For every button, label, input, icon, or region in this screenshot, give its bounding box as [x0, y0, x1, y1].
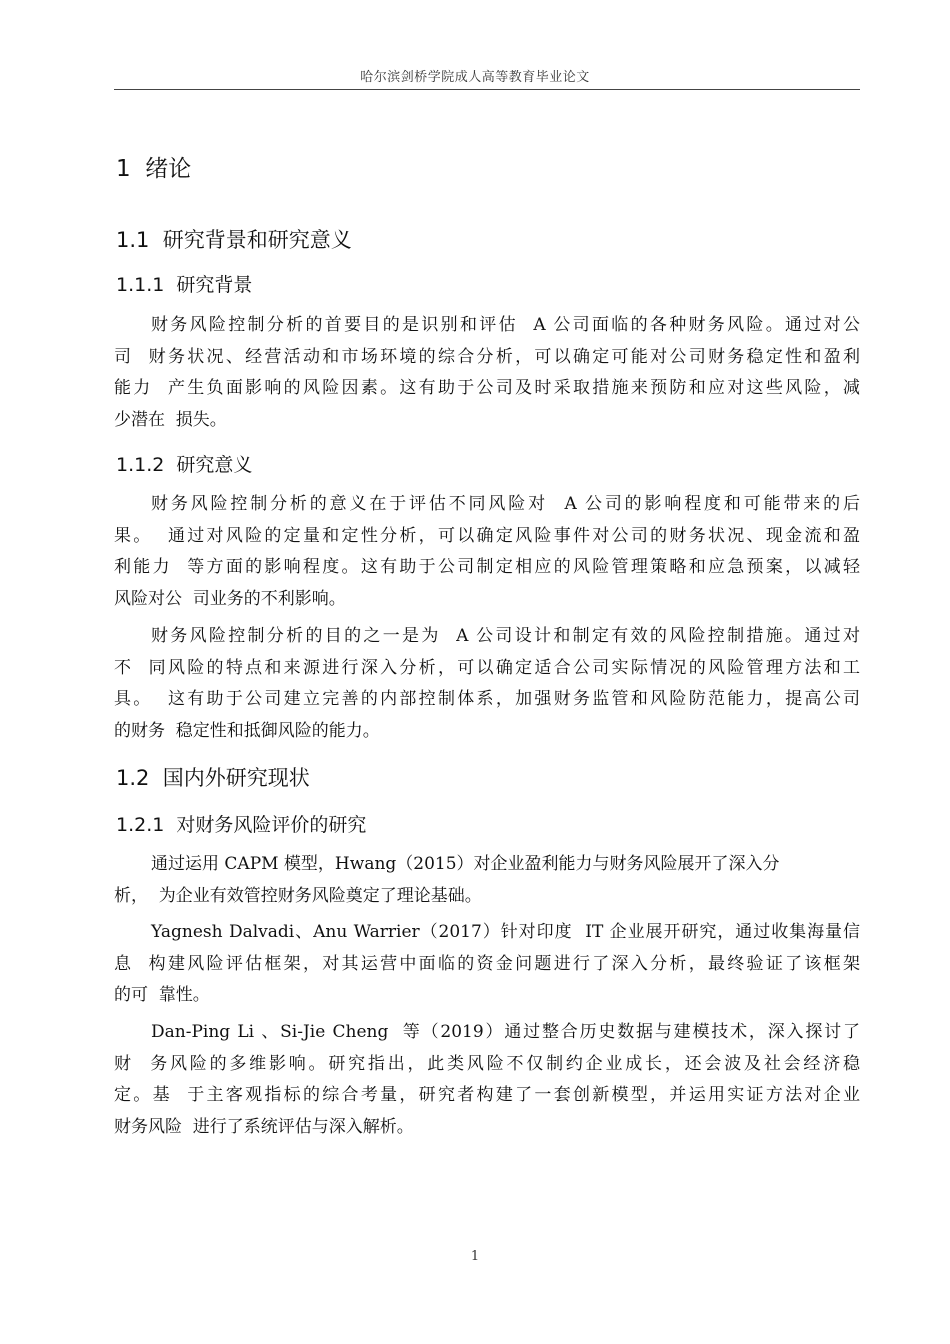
paragraph-line: 果。 通过对风险的定量和定性分析，可以确定风险事件对公司的财务状况、现金流和盈 — [114, 525, 860, 546]
section-heading-1-1: 1.1 研究背景和研究意义 — [116, 228, 352, 252]
paragraph-line: 财务风险控制分析的意义在于评估不同风险对 A 公司的影响程度和可能带来的后 — [151, 494, 860, 514]
paragraph-line: 财 务风险的多维影响。研究指出，此类风险不仅制约企业成长，还会波及社会经济稳 — [114, 1053, 860, 1074]
paragraph-research-background — [114, 310, 860, 436]
paragraph-line: 析， 为企业有效管控财务风险奠定了理论基础。 — [114, 885, 482, 906]
section-heading-1-2: 1.2 国内外研究现状 — [116, 766, 310, 790]
paragraph-line: 不 同风险的特点和来源进行深入分析，可以确定适合公司实际情况的风险管理方法和工 — [114, 657, 860, 678]
subsection-heading-1-1-1: 1.1.1 研究背景 — [116, 274, 253, 296]
paragraph-line: Dan-Ping Li 、Si-Jie Cheng 等（2019）通过整合历史数据与建模技术，深入探讨了 — [151, 1022, 860, 1042]
paragraph-significance-1 — [114, 489, 860, 615]
running-header: 哈尔滨剑桥学院成人高等教育毕业论文 — [360, 70, 590, 85]
paragraph-line: 定。基 于主客观指标的综合考量，研究者构建了一套创新模型，并运用实证方法对企业 — [114, 1085, 860, 1105]
paragraph-line: 能力 产生负面影响的风险因素。这有助于公司及时采取措施来预防和应对这些风险，减 — [114, 378, 860, 398]
paragraph-line: 具。 这有助于公司建立完善的内部控制体系，加强财务监管和风险防范能力，提高公司 — [114, 689, 860, 709]
paragraph-line: 司 财务状况、经营活动和市场环境的综合分析，可以确定可能对公司财务稳定性和盈利 — [114, 346, 860, 367]
paragraph-line: 息 构建风险评估框架，对其运营中面临的资金问题进行了深入分析，最终验证了该框架 — [114, 953, 860, 974]
header-rule — [114, 89, 860, 90]
paragraph-line: 风险对公 司业务的不利影响。 — [114, 588, 346, 609]
paragraph-literature-1 — [114, 849, 860, 912]
paragraph-literature-2 — [114, 917, 860, 1012]
paragraph-line: Yagnesh Dalvadi、Anu Warrier（2017）针对印度 IT 企业展开研究，通过收集海量信 — [151, 922, 860, 942]
chapter-title: 1 绪论 — [116, 156, 192, 182]
paragraph-line: 的可 靠性。 — [114, 985, 210, 1005]
paragraph-line: 财务风险 进行了系统评估与深入解析。 — [114, 1116, 414, 1137]
paragraph-line: 通过运用 CAPM 模型，Hwang（2015）对企业盈利能力与财务风险展开了深入分 — [151, 854, 780, 874]
paragraph-line: 财务风险控制分析的目的之一是为 A 公司设计和制定有效的风险控制措施。通过对 — [151, 626, 860, 646]
paragraph-significance-2 — [114, 621, 860, 747]
paragraph-line: 财务风险控制分析的首要目的是识别和评估 A 公司面临的各种财务风险。通过对公 — [151, 315, 860, 335]
paragraph-line: 利能力 等方面的影响程度。这有助于公司制定相应的风险管理策略和应急预案，以减轻 — [114, 557, 860, 577]
paragraph-line: 少潜在 损失。 — [114, 409, 227, 430]
subsection-heading-1-1-2: 1.1.2 研究意义 — [116, 454, 253, 476]
paragraph-literature-3 — [114, 1017, 860, 1143]
paragraph-line: 的财务 稳定性和抵御风险的能力。 — [114, 720, 380, 741]
page-number: 1 — [470, 1249, 480, 1264]
subsection-heading-1-2-1: 1.2.1 对财务风险评价的研究 — [116, 814, 367, 836]
